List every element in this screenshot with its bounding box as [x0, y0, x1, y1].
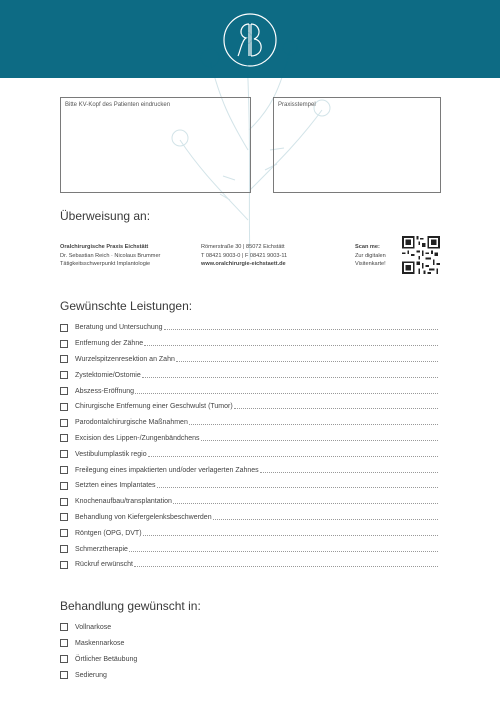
item-label: Sedierung [75, 671, 107, 679]
checkbox[interactable] [60, 498, 68, 506]
checkbox[interactable] [60, 450, 68, 458]
practice-name: Oralchirurgische Praxis Eichstätt [60, 244, 149, 250]
fill-in-line[interactable] [260, 472, 438, 473]
checkbox[interactable] [60, 545, 68, 553]
services-title: Gewünschte Leistungen: [60, 299, 193, 313]
item-label: Abszess-Eröffnung [75, 387, 135, 395]
fill-in-line[interactable] [164, 329, 438, 330]
item-label: Vestibulumplastik regio [75, 450, 147, 458]
referral-title: Überweisung an: [60, 209, 151, 223]
scan-line-2: Visitenkarte! [355, 261, 386, 268]
list-item [60, 431, 438, 447]
checkbox[interactable] [60, 466, 68, 474]
scan-title: Scan me: [355, 244, 380, 250]
scan-line-1: Zur digitalen [355, 252, 386, 259]
checkbox[interactable] [60, 387, 68, 395]
list-item [60, 320, 438, 336]
fill-in-line[interactable] [213, 519, 438, 520]
item-label: Maskennarkose [75, 639, 125, 647]
list-item [60, 336, 438, 352]
checkbox[interactable] [60, 340, 68, 348]
checkbox[interactable] [60, 324, 68, 332]
checkbox[interactable] [60, 482, 68, 490]
item-label: Excision des Lippen-/Zungenbändchens [75, 434, 200, 442]
item-label: Chirurgische Entfernung einer Geschwulst (Tumor) [75, 403, 233, 411]
item-label: Zystektomie/Ostomie [75, 371, 141, 379]
item-label: Vollnarkose [75, 623, 112, 631]
treatment-title: Behandlung gewünscht in: [60, 599, 201, 613]
practice-stamp-label: Praxisstempel [278, 102, 316, 108]
list-item [60, 399, 438, 415]
fill-in-line[interactable] [173, 503, 438, 504]
fill-in-line[interactable] [234, 408, 438, 409]
item-label: Schmerztherapie [75, 545, 128, 553]
item-label: Röntgen (OPG, DVT) [75, 529, 142, 537]
practice-address-block [201, 243, 287, 269]
fill-in-line[interactable] [176, 361, 438, 362]
practice-doctors: Dr. Sebastian Reich · Nicolaus Brummer [60, 252, 161, 259]
fill-in-line[interactable] [129, 551, 438, 552]
patient-insurance-box[interactable] [60, 97, 251, 193]
practice-address: Römerstraße 30 | 85072 Eichstätt [201, 244, 285, 250]
patient-insurance-label: Bitte KV-Kopf des Patienten eindrucken [65, 102, 171, 108]
checkbox[interactable] [60, 529, 68, 537]
list-item [60, 510, 438, 526]
fill-in-line[interactable] [157, 487, 438, 488]
item-label: Behandlung von Kiefergelenksbeschwerden [75, 513, 212, 521]
fill-in-line[interactable] [143, 535, 438, 536]
list-item [60, 635, 438, 651]
list-item [60, 367, 438, 383]
item-label: Setzten eines Implantates [75, 482, 156, 490]
fill-in-line[interactable] [142, 377, 438, 378]
checkbox[interactable] [60, 671, 68, 679]
checkbox[interactable] [60, 655, 68, 663]
checkbox[interactable] [60, 371, 68, 379]
list-item [60, 557, 438, 573]
checkbox[interactable] [60, 513, 68, 521]
checkbox[interactable] [60, 639, 68, 647]
checkbox[interactable] [60, 355, 68, 363]
checkbox[interactable] [60, 434, 68, 442]
list-item [60, 667, 438, 683]
checkbox[interactable] [60, 561, 68, 569]
item-label: Parodontalchirurgische Maßnahmen [75, 419, 188, 427]
list-item [60, 494, 438, 510]
checkbox[interactable] [60, 623, 68, 631]
list-item [60, 415, 438, 431]
checkbox[interactable] [60, 403, 68, 411]
list-item [60, 651, 438, 667]
item-label: Beratung und Untersuchung [75, 324, 163, 332]
list-item [60, 446, 438, 462]
item-label: Freilegung eines impaktierten und/oder verlagerten Zahnes [75, 466, 259, 474]
fill-in-line[interactable] [148, 456, 438, 457]
qr-code-icon[interactable] [402, 236, 440, 274]
list-item [60, 462, 438, 478]
practice-stamp-box[interactable] [273, 97, 441, 193]
list-item [60, 478, 438, 494]
fill-in-line[interactable] [134, 566, 438, 567]
item-label: Örtlicher Betäubung [75, 655, 138, 663]
list-item [60, 352, 438, 368]
item-label: Knochenaufbau/transplantation [75, 498, 172, 506]
practice-website[interactable]: www.oralchirurgie-eichstaett.de [201, 261, 286, 268]
fill-in-line[interactable] [201, 440, 438, 441]
practice-phone: T 08421 9003-0 | F 08421 9003-11 [201, 252, 288, 259]
practice-focus: Tätigkeitsschwerpunkt Implantologie [60, 261, 151, 268]
list-item [60, 541, 438, 557]
fill-in-line[interactable] [135, 393, 438, 394]
fill-in-line[interactable] [189, 424, 438, 425]
item-label: Entfernung der Zähne [75, 340, 144, 348]
practice-contact [60, 243, 160, 269]
list-item [60, 383, 438, 399]
treatment-list [60, 619, 438, 683]
item-label: Rückruf erwünscht [75, 561, 133, 569]
services-list [60, 320, 438, 573]
list-item [60, 619, 438, 635]
item-label: Wurzelspitzenresektion an Zahn [75, 355, 175, 363]
fill-in-line[interactable] [144, 345, 438, 346]
scan-block [355, 243, 386, 269]
list-item [60, 525, 438, 541]
checkbox[interactable] [60, 419, 68, 427]
